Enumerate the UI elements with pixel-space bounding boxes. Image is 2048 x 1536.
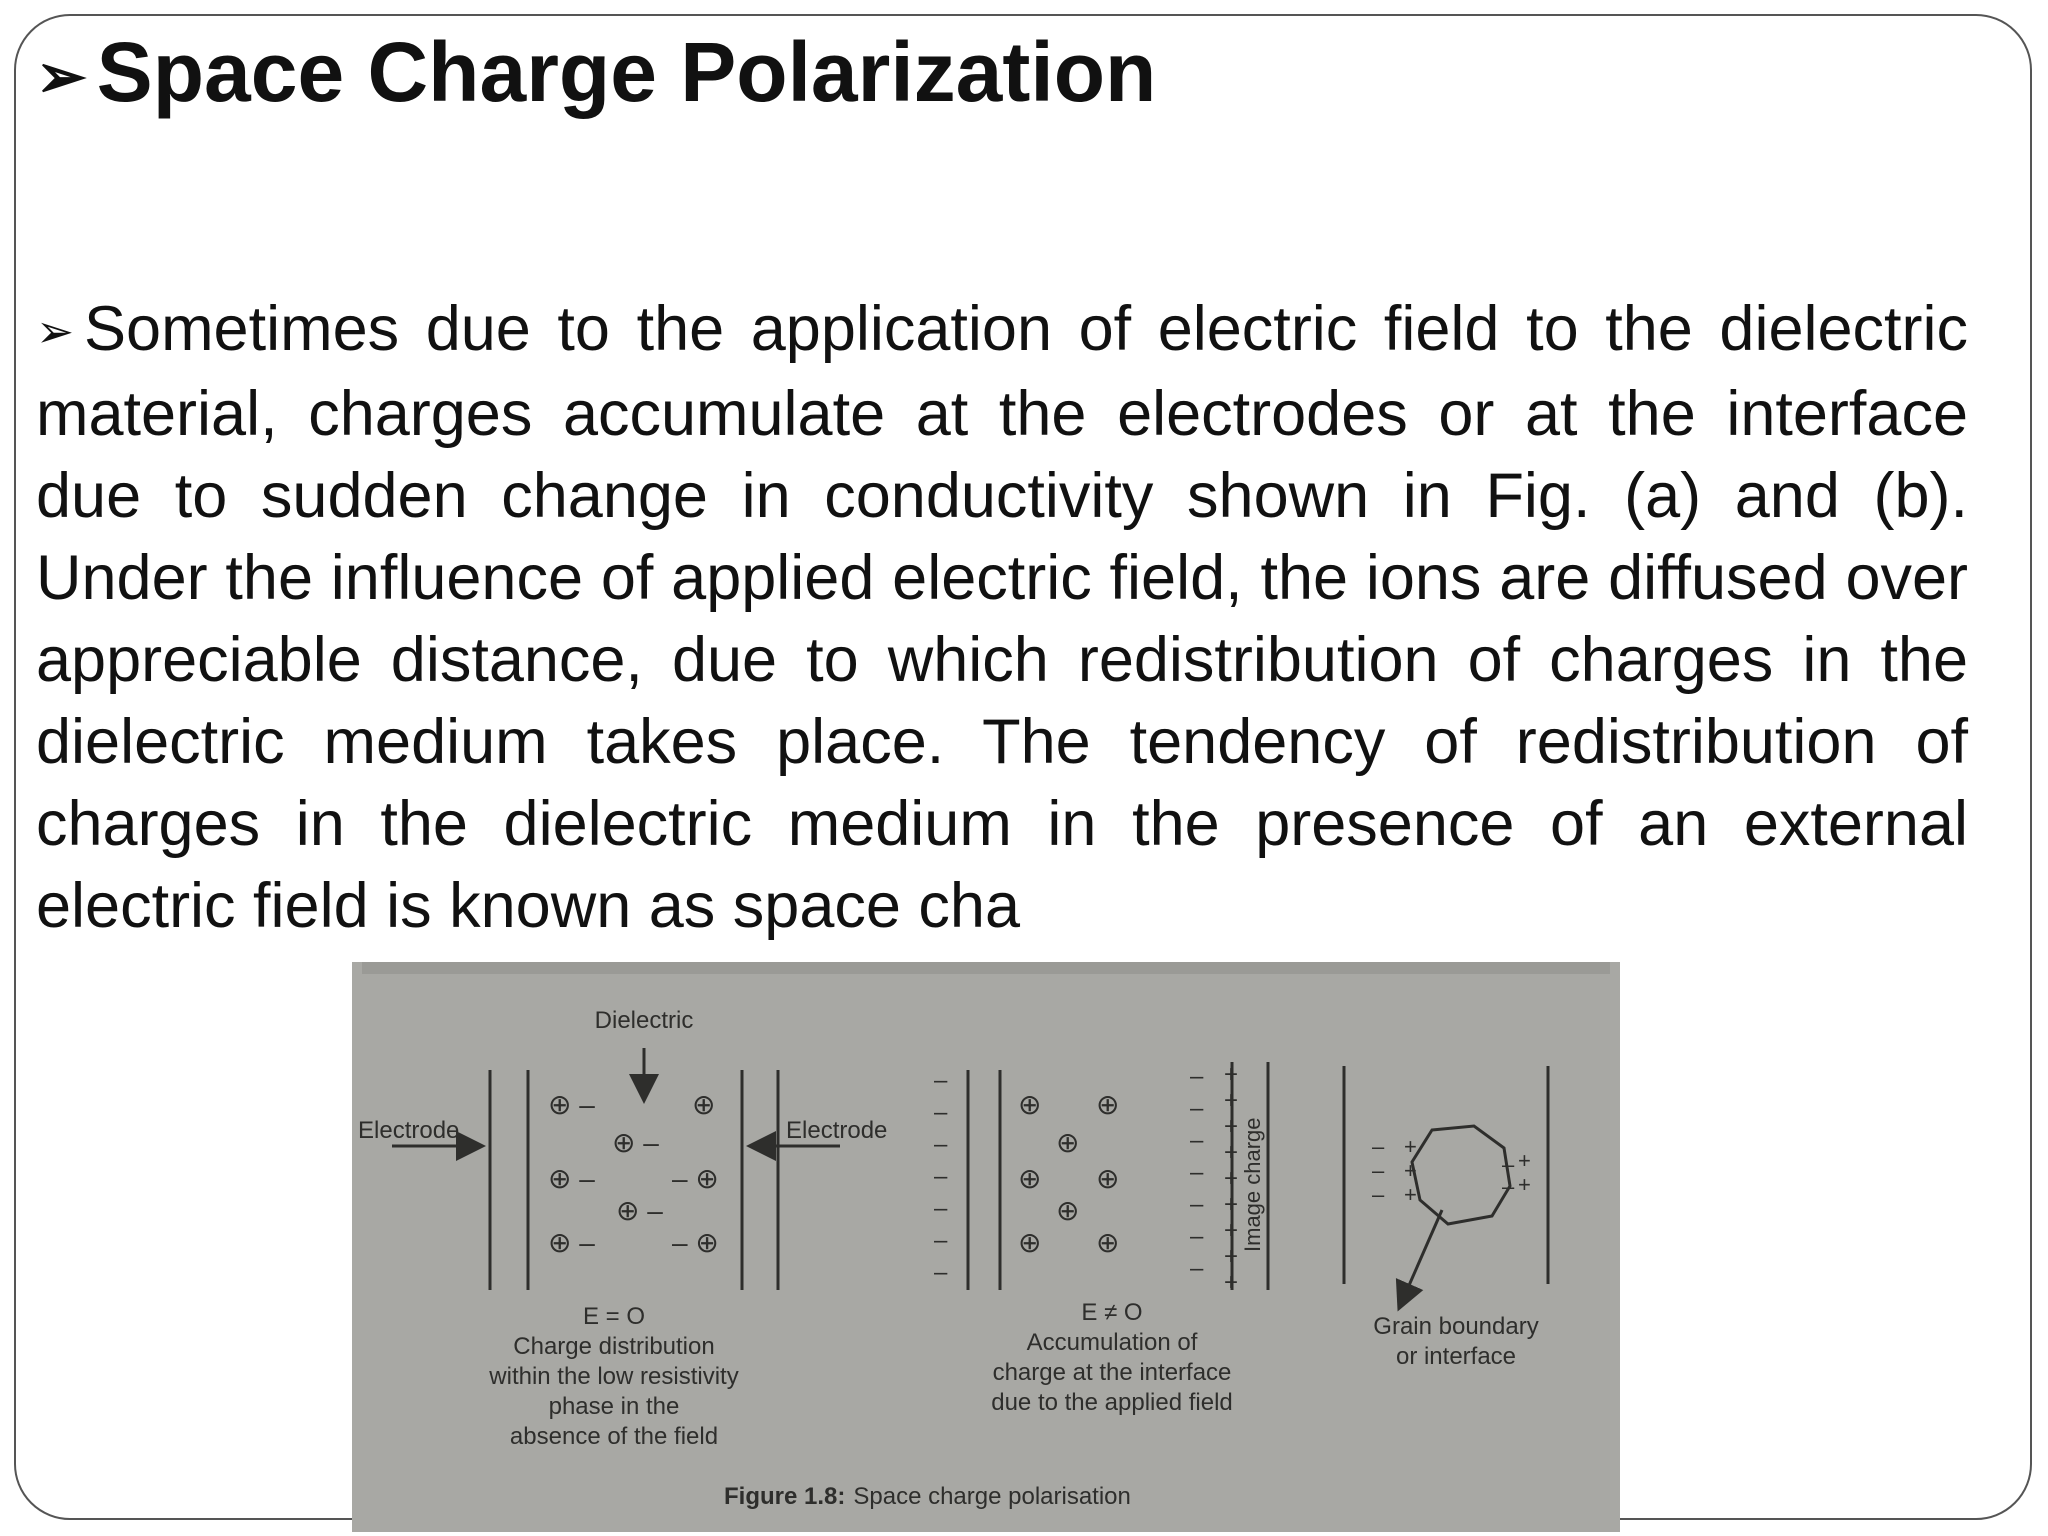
svg-text:–: – <box>1502 1174 1515 1199</box>
svg-text:–: – <box>934 1067 948 1094</box>
svg-text:+: + <box>1404 1182 1417 1207</box>
svg-text:⊕ –: ⊕ – <box>548 1163 595 1194</box>
svg-text:–: – <box>934 1131 948 1158</box>
svg-text:–: – <box>1190 1095 1204 1122</box>
svg-text:–: – <box>934 1227 948 1254</box>
caption-a-line3: within the low resistivity <box>489 1363 739 1390</box>
svg-text:⊕: ⊕ <box>1018 1163 1042 1194</box>
svg-text:+: + <box>1224 1061 1239 1088</box>
svg-text:⊕: ⊕ <box>692 1089 716 1120</box>
panel-b-charges <box>1018 1089 1119 1258</box>
label-electrode-right: Electrode <box>786 1117 888 1144</box>
figure-number: Figure 1.8: <box>724 1483 846 1510</box>
paragraph-text: Sometimes due to the application of electric field to the dielectric material, charges accumulate at the electrodes or at the interface due to sudden change in conductivity shown in Fig. (a) and (b). Under the influence of applied electric field, the ions are diffused over appreciable distance, due to which redistribution of charges in the dielectric medium takes place. The tendency of redistribution of charges in the dielectric medium in the presence of an external electric field is known as space cha <box>36 294 1968 942</box>
svg-text:–: – <box>1190 1063 1204 1090</box>
panel-b-negative-charges <box>934 1063 1204 1286</box>
svg-text:⊕: ⊕ <box>1056 1195 1080 1226</box>
svg-text:+: + <box>1224 1269 1239 1296</box>
caption-c-line2: or interface <box>1395 1343 1517 1370</box>
svg-text:+: + <box>1224 1165 1239 1192</box>
svg-text:–: – <box>1190 1255 1204 1282</box>
svg-text:–: – <box>1190 1159 1204 1186</box>
svg-text:+: + <box>1404 1134 1417 1159</box>
paragraph-bullet: ➢ <box>36 306 75 358</box>
svg-text:+: + <box>1224 1217 1239 1244</box>
title-text: Space Charge Polarization <box>96 25 1157 119</box>
scan-text-strip <box>362 962 1610 974</box>
svg-text:⊕: ⊕ <box>1096 1163 1120 1194</box>
svg-text:–: – <box>934 1099 948 1126</box>
svg-text:+: + <box>1224 1243 1239 1270</box>
svg-text:–: – <box>934 1163 948 1190</box>
caption-a-line1: E = O <box>582 1303 646 1330</box>
caption-b-line3: charge at the interface <box>992 1359 1232 1386</box>
svg-text:+: + <box>1224 1139 1239 1166</box>
svg-text:–: – <box>1190 1223 1204 1250</box>
svg-text:⊕: ⊕ <box>1056 1127 1080 1158</box>
panel-a-lines <box>392 1048 840 1290</box>
svg-text:+: + <box>1224 1191 1239 1218</box>
svg-text:⊕ –: ⊕ – <box>548 1089 595 1120</box>
caption-c <box>1373 1313 1538 1370</box>
svg-text:+: + <box>1404 1158 1417 1183</box>
svg-text:+: + <box>1518 1148 1531 1173</box>
caption-b-line4: due to the applied field <box>991 1389 1233 1416</box>
svg-text:–: – <box>1190 1191 1204 1218</box>
svg-text:–: – <box>1372 1182 1385 1207</box>
svg-text:⊕: ⊕ <box>1096 1089 1120 1120</box>
title-bullet: ➢ <box>36 42 87 111</box>
caption-a <box>488 1303 738 1450</box>
svg-text:⊕: ⊕ <box>1018 1227 1042 1258</box>
svg-text:⊕ –: ⊕ – <box>616 1195 663 1226</box>
caption-b-line1: E ≠ O <box>1081 1299 1143 1326</box>
svg-text:–: – <box>934 1259 948 1286</box>
svg-text:+: + <box>1224 1113 1239 1140</box>
caption-a-line2: Charge distribution <box>513 1333 715 1360</box>
svg-text:–: – <box>1372 1134 1385 1159</box>
svg-text:–: – <box>1190 1127 1204 1154</box>
svg-text:⊕: ⊕ <box>1096 1227 1120 1258</box>
svg-text:–: – <box>1372 1158 1385 1183</box>
label-image-charge: Image charge <box>1240 1117 1265 1252</box>
slide-paragraph <box>36 288 1968 947</box>
svg-text:+: + <box>1518 1172 1531 1197</box>
slide-title <box>36 22 1156 126</box>
caption-a-line5: absence of the field <box>509 1423 719 1450</box>
caption-a-line4: phase in the <box>548 1393 680 1420</box>
svg-text:– ⊕: – ⊕ <box>672 1227 719 1258</box>
label-dielectric: Dielectric <box>594 1007 694 1034</box>
label-electrode-left: Electrode <box>358 1117 460 1144</box>
svg-text:⊕: ⊕ <box>1018 1089 1042 1120</box>
svg-text:–: – <box>934 1195 948 1222</box>
caption-b <box>991 1299 1233 1416</box>
svg-text:– ⊕: – ⊕ <box>672 1163 719 1194</box>
svg-text:–: – <box>1502 1152 1515 1177</box>
figure-caption <box>724 1483 1131 1510</box>
panel-c-charges <box>1372 1134 1531 1207</box>
panel-b-positive-charges <box>1224 1061 1238 1296</box>
caption-b-line2: Accumulation of <box>1026 1329 1198 1356</box>
figure-caption-text: Space charge polarisation <box>853 1483 1131 1510</box>
figure-space-charge-polarisation <box>352 962 1620 1532</box>
svg-text:+: + <box>1224 1087 1239 1114</box>
panel-a-charges <box>548 1089 719 1258</box>
svg-text:⊕ –: ⊕ – <box>548 1227 595 1258</box>
svg-text:⊕ –: ⊕ – <box>612 1127 659 1158</box>
caption-c-line1: Grain boundary <box>1373 1313 1539 1340</box>
figure-illustration <box>352 962 1620 1532</box>
